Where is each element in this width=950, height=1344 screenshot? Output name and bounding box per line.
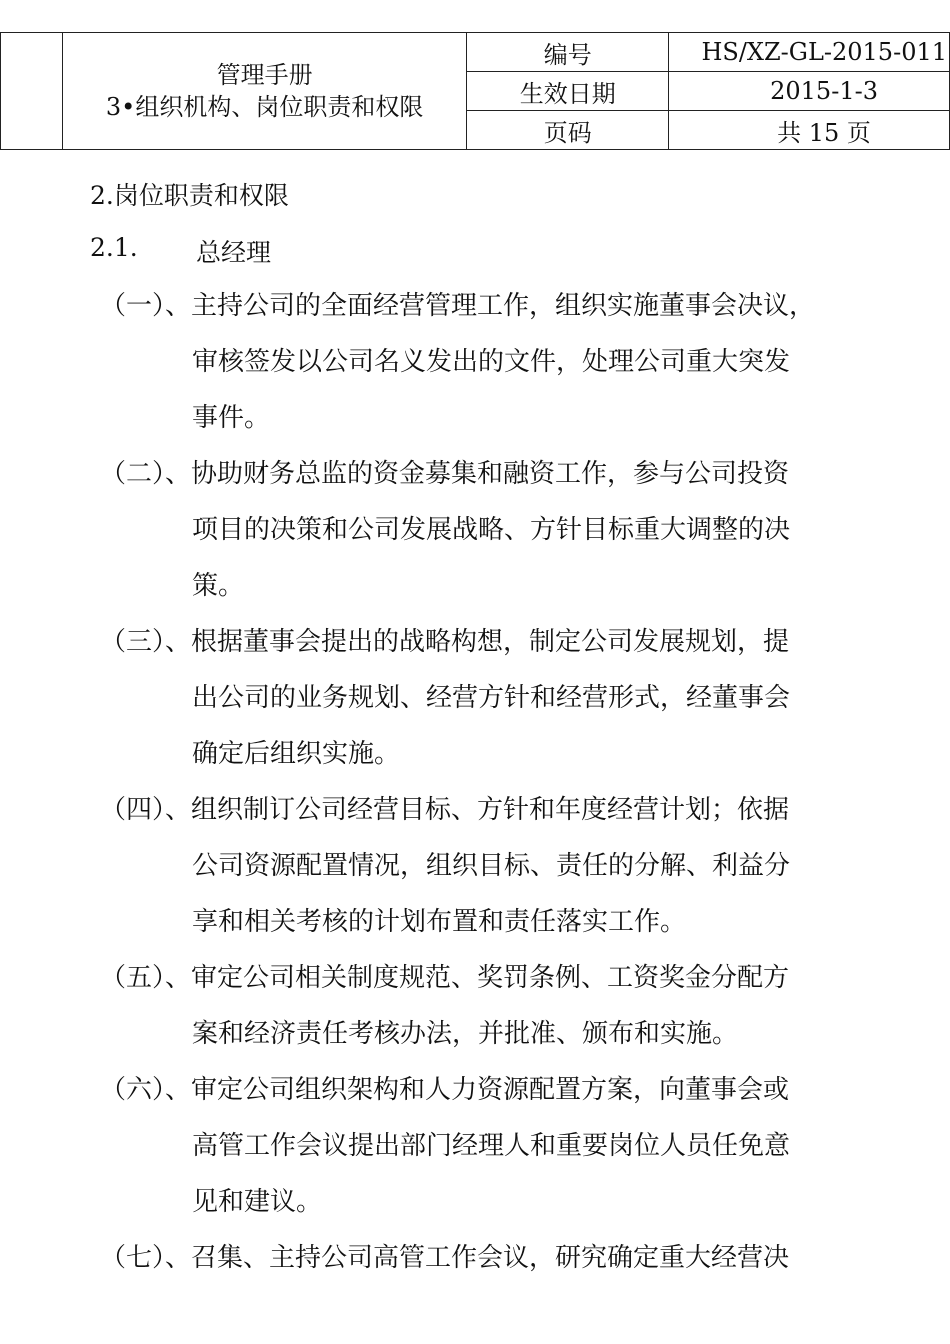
value-effective-date: 2015-1-3 [669, 72, 950, 111]
item-marker: （七）、 [100, 1243, 192, 1273]
item-text: 案和经济责任考核办法，并批准、颁布和实施。 [192, 1019, 739, 1049]
item-text: 主持公司的全面经营管理工作，组织实施董事会决议， [191, 291, 816, 321]
header-blank-cell [1, 33, 63, 150]
item-text: 高管工作会议提出部门经理人和重要岗位人员任免意 [192, 1131, 791, 1161]
label-effective-date: 生效日期 [467, 72, 669, 111]
duty-item-2 [100, 446, 900, 614]
header-title-cell [62, 33, 467, 150]
duty-item-4 [100, 782, 900, 950]
item-marker: （六）、 [100, 1075, 192, 1105]
section-heading: 2.岗位职责和权限 [90, 181, 289, 210]
duty-item-1 [100, 278, 900, 446]
label-page-number: 页码 [467, 111, 669, 150]
duty-item-5 [100, 950, 900, 1062]
value-doc-number: HS/XZ-GL-2015-011 [669, 33, 950, 72]
item-marker: （一）、 [100, 291, 192, 321]
chapter-title: 3•组织机构、岗位职责和权限 [105, 93, 424, 121]
manual-title: 管理手册 [216, 61, 313, 89]
item-text: 确定后组织实施。 [192, 739, 401, 769]
duty-item-7 [100, 1230, 900, 1286]
item-text: 审核签发以公司名义发出的文件，处理公司重大突发 [192, 347, 791, 377]
item-marker: （四）、 [100, 795, 192, 825]
duty-item-6 [100, 1062, 900, 1230]
item-text: 策。 [192, 571, 245, 601]
item-text: 事件。 [192, 403, 271, 433]
item-text: 项目的决策和公司发展战略、方针目标重大调整的决 [192, 515, 791, 545]
item-marker: （五）、 [100, 963, 192, 993]
item-text: 根据董事会提出的战略构想，制定公司发展规划，提 [191, 627, 790, 657]
subsection-title: 总经理 [196, 238, 272, 267]
item-text: 协助财务总监的资金募集和融资工作，参与公司投资 [191, 459, 790, 489]
item-text: 出公司的业务规划、经营方针和经营形式，经董事会 [192, 683, 791, 713]
item-text: 公司资源配置情况，组织目标、责任的分解、利益分 [192, 851, 791, 881]
item-marker: （二）、 [100, 459, 192, 489]
item-text: 享和相关考核的计划布置和责任落实工作。 [192, 907, 687, 937]
duty-item-3 [100, 614, 900, 782]
item-text: 见和建议。 [192, 1187, 323, 1217]
header-row-number [1, 33, 950, 72]
item-marker: （三）、 [100, 627, 192, 657]
document-header-table [0, 32, 950, 150]
item-text: 审定公司组织架构和人力资源配置方案，向董事会或 [191, 1075, 790, 1105]
label-doc-number: 编号 [467, 33, 669, 72]
item-text: 组织制订公司经营目标、方针和年度经营计划；依据 [191, 795, 790, 825]
value-page-count: 共 15 页 [669, 111, 950, 150]
subsection-number: 2.1. [90, 233, 138, 262]
item-text: 召集、主持公司高管工作会议，研究确定重大经营决 [191, 1243, 790, 1273]
item-text: 审定公司相关制度规范、奖罚条例、工资奖金分配方 [191, 963, 790, 993]
